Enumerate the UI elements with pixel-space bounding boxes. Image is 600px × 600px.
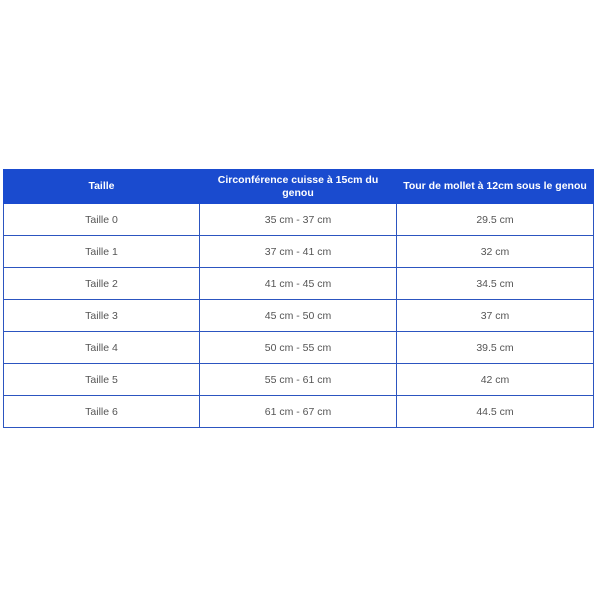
header-size: Taille	[4, 170, 200, 204]
table-row	[4, 364, 594, 396]
table-header-row	[4, 170, 594, 204]
size-cell: Taille 3	[4, 300, 200, 332]
size-chart-table	[3, 169, 594, 428]
thigh-cell: 55 cm - 61 cm	[200, 364, 397, 396]
thigh-cell: 50 cm - 55 cm	[200, 332, 397, 364]
calf-cell: 32 cm	[397, 236, 594, 268]
calf-cell: 42 cm	[397, 364, 594, 396]
table-row	[4, 396, 594, 428]
size-cell: Taille 6	[4, 396, 200, 428]
table-row	[4, 204, 594, 236]
calf-cell: 34.5 cm	[397, 268, 594, 300]
thigh-cell: 45 cm - 50 cm	[200, 300, 397, 332]
thigh-cell: 37 cm - 41 cm	[200, 236, 397, 268]
thigh-cell: 61 cm - 67 cm	[200, 396, 397, 428]
thigh-cell: 35 cm - 37 cm	[200, 204, 397, 236]
size-cell: Taille 5	[4, 364, 200, 396]
header-thigh-circumference: Circonférence cuisse à 15cm du genou	[200, 170, 397, 204]
calf-cell: 44.5 cm	[397, 396, 594, 428]
size-cell: Taille 2	[4, 268, 200, 300]
table-row	[4, 332, 594, 364]
table-row	[4, 300, 594, 332]
thigh-cell: 41 cm - 45 cm	[200, 268, 397, 300]
calf-cell: 37 cm	[397, 300, 594, 332]
size-cell: Taille 0	[4, 204, 200, 236]
size-cell: Taille 1	[4, 236, 200, 268]
table-row	[4, 268, 594, 300]
table-row	[4, 236, 594, 268]
calf-cell: 39.5 cm	[397, 332, 594, 364]
header-calf-circumference: Tour de mollet à 12cm sous le genou	[397, 170, 594, 204]
calf-cell: 29.5 cm	[397, 204, 594, 236]
size-cell: Taille 4	[4, 332, 200, 364]
